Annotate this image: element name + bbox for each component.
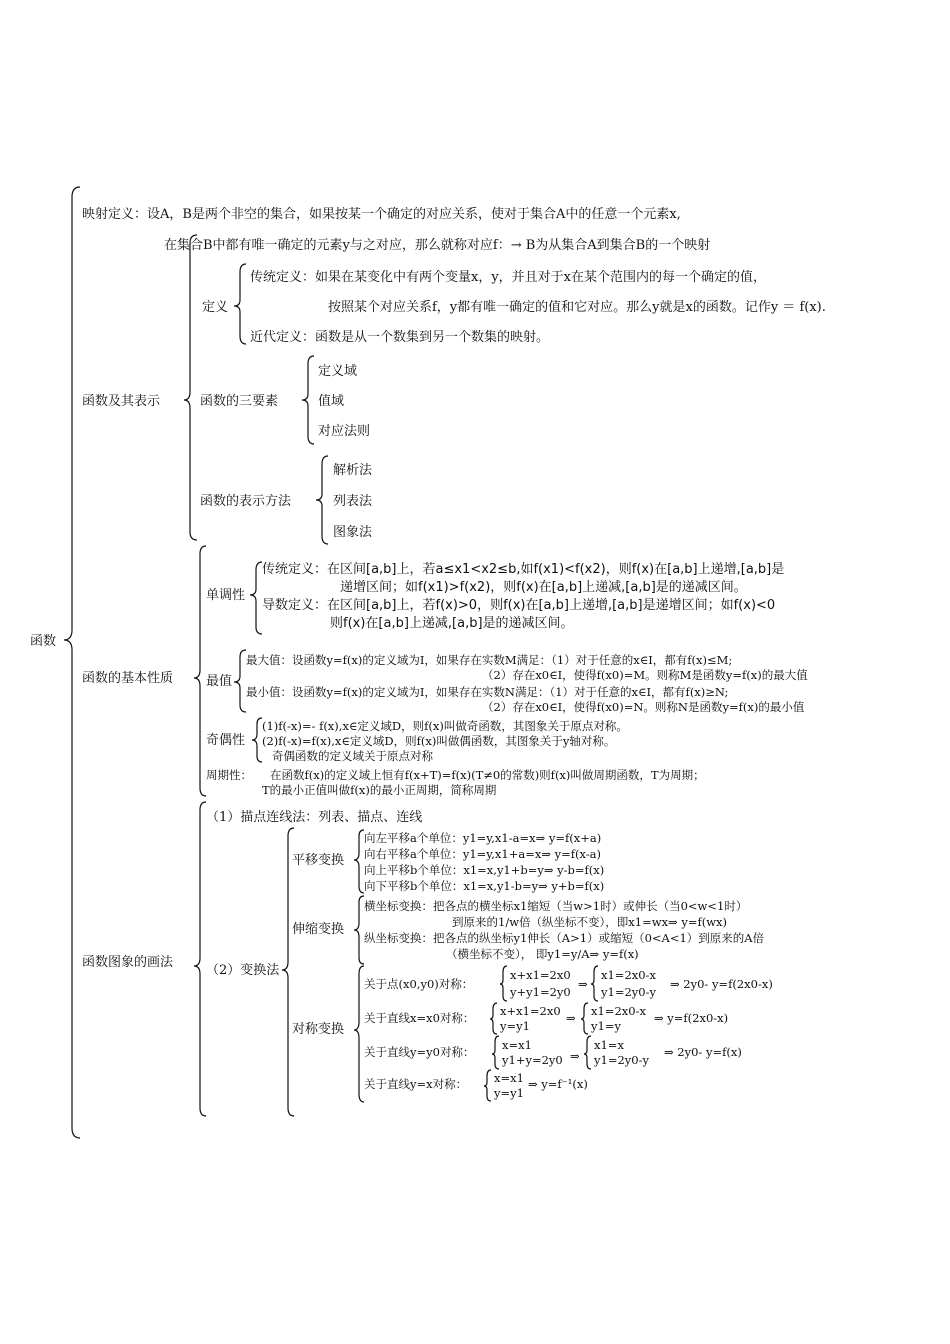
modern-def: 近代定义：函数是从一个数集到另一个数集的映射。 [250,330,550,345]
monotonic-line-4: 则f(x)在[a,b]上递减,[a,b]是的递减区间。 [330,616,574,631]
sys-brace-4 [581,1003,588,1034]
sys-brace-7 [484,1070,491,1101]
root-label: 函数 [30,634,57,649]
parity-brace [252,718,262,762]
transform-brace [282,828,294,1116]
repr-graph: 图象法 [333,525,373,540]
definition-brace [234,264,246,344]
sym-point-sys-1: x+x1=2x0 [510,968,571,982]
properties-brace [194,546,206,796]
sym-line-x: 关于直线x=x0对称： [364,1011,475,1025]
shift-left: 向左平移a个单位：y1=y,x1-a=x⇒ y=f(x+a) [364,831,602,845]
root-brace [64,187,80,1138]
arrow-1: ⇒ [578,977,588,991]
parity-line-1: (1)f(-x)=- f(x),x∈定义域D，则f(x)叫做奇函数，其图象关于原点对称。 [262,719,628,733]
sys-brace-6 [584,1036,591,1069]
sym-line-yx-sys-1: x=x1 [494,1071,524,1085]
repr-analytic: 解析法 [333,463,373,478]
representation-brace [316,456,328,544]
shift-up: 向上平移b个单位：x1=x,y1+b=y⇒ y-b=f(x) [364,863,605,877]
element-range: 值域 [318,394,345,409]
extreme-label: 最值 [206,674,233,689]
sym-line-x-sys-2: y=y1 [500,1019,530,1033]
scale-label: 伸缩变换 [292,922,345,937]
arrow-3: ⇒ [570,1049,580,1063]
three-elements-brace [302,356,314,444]
arrow-2: ⇒ [566,1011,576,1025]
definition-label: 定义 [202,300,229,315]
three-elements-label: 函数的三要素 [200,394,279,409]
sys-brace-5 [492,1036,499,1069]
sym-point-out: ⇒ 2y0- y=f(2x0-x) [670,977,773,991]
sym-line-y-out: ⇒ 2y0- y=f(x) [664,1045,742,1059]
monotonic-line-3: 导数定义：在区间[a,b]上，若f(x)>0，则f(x)在[a,b]上递增,[a,b]是递增区间；如f(x)<0 [262,598,776,613]
sym-point: 关于点(x0,y0)对称： [364,977,474,991]
transform-label: （2）变换法 [206,963,280,978]
extreme-brace [234,650,246,712]
mapping-line-2: 在集合B中都有唯一确定的元素y与之对应，那么就称对应f：→ B为从集合A到集合B的一个映射 [164,238,711,253]
period-label: 周期性： [206,768,252,782]
min-line-2: （2）存在x0∈I，使得f(x0)=N。则称N是函数y=f(x)的最小值 [482,700,805,714]
representation-label: 函数的表示方法 [200,494,292,509]
parity-line-3: 奇偶函数的定义域关于原点对称 [272,749,433,763]
sym-point-res-2: y1=2y0-y [601,985,656,999]
element-domain: 定义域 [318,364,358,379]
sym-point-sys-2: y+y1=2y0 [510,985,571,999]
sys-brace-3 [490,1003,497,1034]
sym-line-yx-out: ⇒ y=f⁻¹(x) [528,1077,588,1091]
traditional-def-2: 按照某个对应关系f，y都有唯一确定的值和它对应。那么y就是x的函数。记作y ＝ f(x). [328,300,826,315]
monotonic-brace [250,562,262,634]
shift-label: 平移变换 [292,853,345,868]
monotonic-line-1: 传统定义：在区间[a,b]上，若a≤x1<x2≤b,如f(x1)<f(x2)，则f(x)在[a,b]上递增,[a,b]是 [262,562,785,577]
monotonic-label: 单调性 [206,588,246,603]
plot-method: （1）描点连线法：列表、描点、连线 [206,810,423,825]
element-rule: 对应法则 [318,424,371,439]
sym-line-y-res-2: y1=2y0-y [594,1053,649,1067]
scale-brace [354,896,364,964]
scale-v-1: 纵坐标变换：把各点的纵坐标y1伸长（A>1）或缩短（0<A<1）到原来的A倍 [364,931,765,945]
sym-line-y-sys-2: y1+y=2y0 [502,1053,563,1067]
min-line-1: 最小值：设函数y=f(x)的定义域为I，如果存在实数N满足：（1）对于任意的x∈I，都有f(x)≥N; [246,685,729,699]
shift-brace [354,830,364,893]
traditional-def-1: 传统定义：如果在某变化中有两个变量x，y，并且对于x在某个范围内的每一个确定的值， [250,270,767,285]
sym-line-x-res-2: y1=y [591,1019,621,1033]
monotonic-line-2: 递增区间；如f(x1)>f(x2)，则f(x)在[a,b]上递减,[a,b]是的递减区间。 [340,580,747,595]
symmetry-label: 对称变换 [292,1022,345,1037]
sys-brace-1 [500,966,507,1001]
graph-label: 函数图象的画法 [82,955,174,970]
sys-brace-2 [591,966,598,1001]
parity-label: 奇偶性 [206,733,246,748]
sym-line-x-res-1: x1=2x0-x [591,1004,646,1018]
func-repr-label: 函数及其表示 [82,394,161,409]
shift-down: 向下平移b个单位：x1=x,y1-b=y⇒ y+b=f(x) [364,879,605,893]
scale-h-1: 横坐标变换：把各点的横坐标x1缩短（当w>1时）或伸长（当0<w<1时） [364,899,748,913]
shift-right: 向右平移a个单位：y1=y,x1+a=x⇒ y=f(x-a) [364,847,602,861]
max-line-2: （2）存在x0∈I，使得f(x0)=M。则称M是函数y=f(x)的最大值 [482,668,808,682]
sym-line-yx-sys-2: y=y1 [494,1086,524,1100]
graph-brace [194,802,206,1116]
sym-line-y: 关于直线y=y0对称： [364,1045,475,1059]
sym-point-res-1: x1=2x0-x [601,968,656,982]
properties-label: 函数的基本性质 [82,671,174,686]
repr-table: 列表法 [333,494,373,509]
sym-line-x-out: ⇒ y=f(2x0-x) [654,1011,729,1025]
symmetry-brace [354,966,364,1102]
parity-line-2: (2)f(-x)=f(x),x∈定义域D，则f(x)叫做偶函数，其图象关于y轴对称。 [262,734,616,748]
scale-v-2: （横坐标不变）， 即y1=y/A⇒ y=f(x) [446,947,639,961]
period-line-2: T的最小正值叫做f(x)的最小正周期，简称周期 [262,783,497,797]
sym-line-y-res-1: x1=x [594,1038,624,1052]
sym-line-x-sys-1: x+x1=2x0 [500,1004,561,1018]
sym-line-yx: 关于直线y=x对称： [364,1077,468,1091]
sym-line-y-sys-1: x=x1 [502,1038,532,1052]
scale-h-2: 到原来的1/w倍（纵坐标不变），即x1=wx⇒ y=f(wx) [452,915,728,929]
max-line-1: 最大值：设函数y=f(x)的定义域为I，如果存在实数M满足：（1）对于任意的x∈I，都有f(x)≤M; [246,653,733,667]
mapping-line-1: 映射定义：设A，B是两个非空的集合，如果按某一个确定的对应关系，使对于集合A中的任意一个元素x, [82,207,681,222]
period-line-1: 在函数f(x)的定义域上恒有f(x+T)=f(x)(T≠0的常数)则f(x)叫做周期函数，T为周期； [270,768,705,782]
func-repr-brace [184,235,197,540]
